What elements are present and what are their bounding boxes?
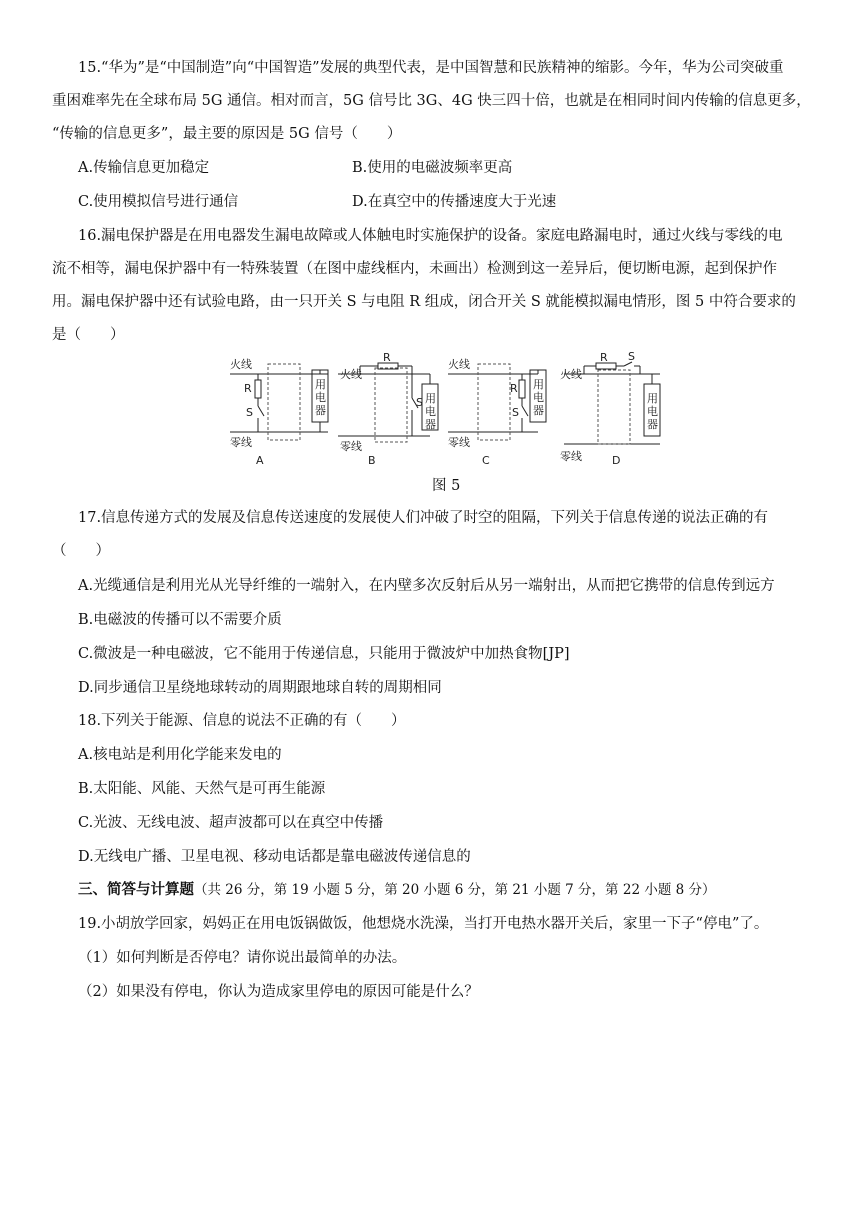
fig-label-b: B — [368, 454, 376, 467]
fig-label-c: C — [482, 454, 490, 467]
q16-stem-line-4: 是（ ） — [52, 327, 125, 343]
section-3-score-note: （共 26 分，第 19 小题 5 分，第 20 小题 6 分，第 21 小题 7 分，第 22 小题 8 分） — [194, 882, 716, 898]
fig-label-d: D — [612, 454, 621, 467]
fig-b-r-label: R — [383, 351, 391, 364]
fig-b-neutral-label: 零线 — [340, 440, 362, 453]
q17-option-b: B.电磁波的传播可以不需要介质 — [78, 612, 282, 628]
section-3-heading — [78, 880, 716, 900]
q15-option-d: D.在真空中的传播速度大于光速 — [352, 194, 557, 210]
fig-c-live-label: 火线 — [448, 358, 470, 371]
figure-5-circuits — [220, 350, 670, 468]
q15-option-b: B.使用的电磁波频率更高 — [352, 160, 513, 176]
q18-stem: 18.下列关于能源、信息的说法不正确的有（ ） — [78, 713, 406, 729]
fig-c-appliance-label: 用电器 — [533, 378, 544, 417]
q16-stem-line-3: 用。漏电保护器中还有试验电路，由一只开关 S 与电阻 R 组成，闭合开关 S 就能模拟漏电情形，图 5 中符合要求的 — [52, 294, 796, 310]
fig-a-r-label: R — [244, 382, 252, 395]
q19-stem: 19.小胡放学回家，妈妈正在用电饭锅做饭，他想烧水洗澡，当打开电热水器开关后，家里一下子“停电”了。 — [78, 916, 769, 932]
fig-d-s-label: S — [628, 350, 635, 363]
fig-c-neutral-label: 零线 — [448, 436, 470, 449]
fig-a-neutral-label: 零线 — [230, 436, 252, 449]
fig-b-live-label: 火线 — [340, 368, 362, 381]
fig-d-neutral-label: 零线 — [560, 450, 582, 463]
fig-a-appliance-label: 用电器 — [315, 378, 326, 417]
q15-stem-line-2: 重困难率先在全球布局 5G 通信。相对而言，5G 信号比 3G、4G 快三四十倍，也就是在相同时间内传输的信息更多， — [52, 93, 811, 109]
fig-a-live-label: 火线 — [230, 358, 252, 371]
q19-part-1: （1）如何判断是否停电？请你说出最简单的办法。 — [78, 950, 407, 966]
fig-b-appliance-label: 用电器 — [425, 392, 436, 431]
q17-stem-line-1: 17.信息传递方式的发展及信息传送速度的发展使人们冲破了时空的阻隔，下列关于信息传递的说法正确的有 — [78, 510, 769, 526]
figure-5-caption: 图 5 — [432, 478, 461, 494]
fig-d-r-label: R — [600, 351, 608, 364]
q16-stem-line-2: 流不相等，漏电保护器中有一特殊装置（在图中虚线框内，未画出）检测到这一差异后，便切断电源，起到保护作 — [52, 261, 777, 277]
q19-part-2: （2）如果没有停电，你认为造成家里停电的原因可能是什么？ — [78, 984, 479, 1000]
q18-option-c: C.光波、无线电波、超声波都可以在真空中传播 — [78, 815, 384, 831]
fig-d-appliance-label: 用电器 — [647, 392, 658, 431]
fig-c-r-label: R — [510, 382, 518, 395]
q15-stem-line-3: “传输的信息更多”，最主要的原因是 5G 信号（ ） — [52, 126, 402, 142]
q18-option-b: B.太阳能、风能、天然气是可再生能源 — [78, 781, 326, 797]
q16-stem-line-1: 16.漏电保护器是在用电器发生漏电故障或人体触电时实施保护的设备。家庭电路漏电时，通过火线与零线的电 — [78, 228, 783, 244]
q17-option-c: C.微波是一种电磁波，它不能用于传递信息，只能用于微波炉中加热食物[JP] — [78, 646, 570, 662]
q17-option-a: A.光缆通信是利用光从光导纤维的一端射入，在内壁多次反射后从另一端射出，从而把它携带的信息传到远方 — [78, 578, 775, 594]
fig-a-s-label: S — [246, 406, 253, 419]
q18-option-d: D.无线电广播、卫星电视、移动电话都是靠电磁波传递信息的 — [78, 849, 471, 865]
q15-option-a: A.传输信息更加稳定 — [78, 160, 210, 176]
q17-stem-line-2: （ ） — [52, 543, 110, 559]
fig-d-live-label: 火线 — [560, 368, 582, 381]
section-3-title: 三、简答与计算题 — [78, 881, 194, 898]
q18-option-a: A.核电站是利用化学能来发电的 — [78, 747, 282, 763]
fig-b-s-label: S — [416, 396, 423, 409]
q15-option-c: C.使用模拟信号进行通信 — [78, 194, 239, 210]
q17-option-d: D.同步通信卫星绕地球转动的周期跟地球自转的周期相同 — [78, 680, 442, 696]
fig-label-a: A — [256, 454, 264, 467]
fig-c-s-label: S — [512, 406, 519, 419]
q15-stem-line-1: 15.“华为”是“中国制造”向“中国智造”发展的典型代表，是中国智慧和民族精神的缩影。今年，华为公司突破重 — [78, 60, 784, 76]
